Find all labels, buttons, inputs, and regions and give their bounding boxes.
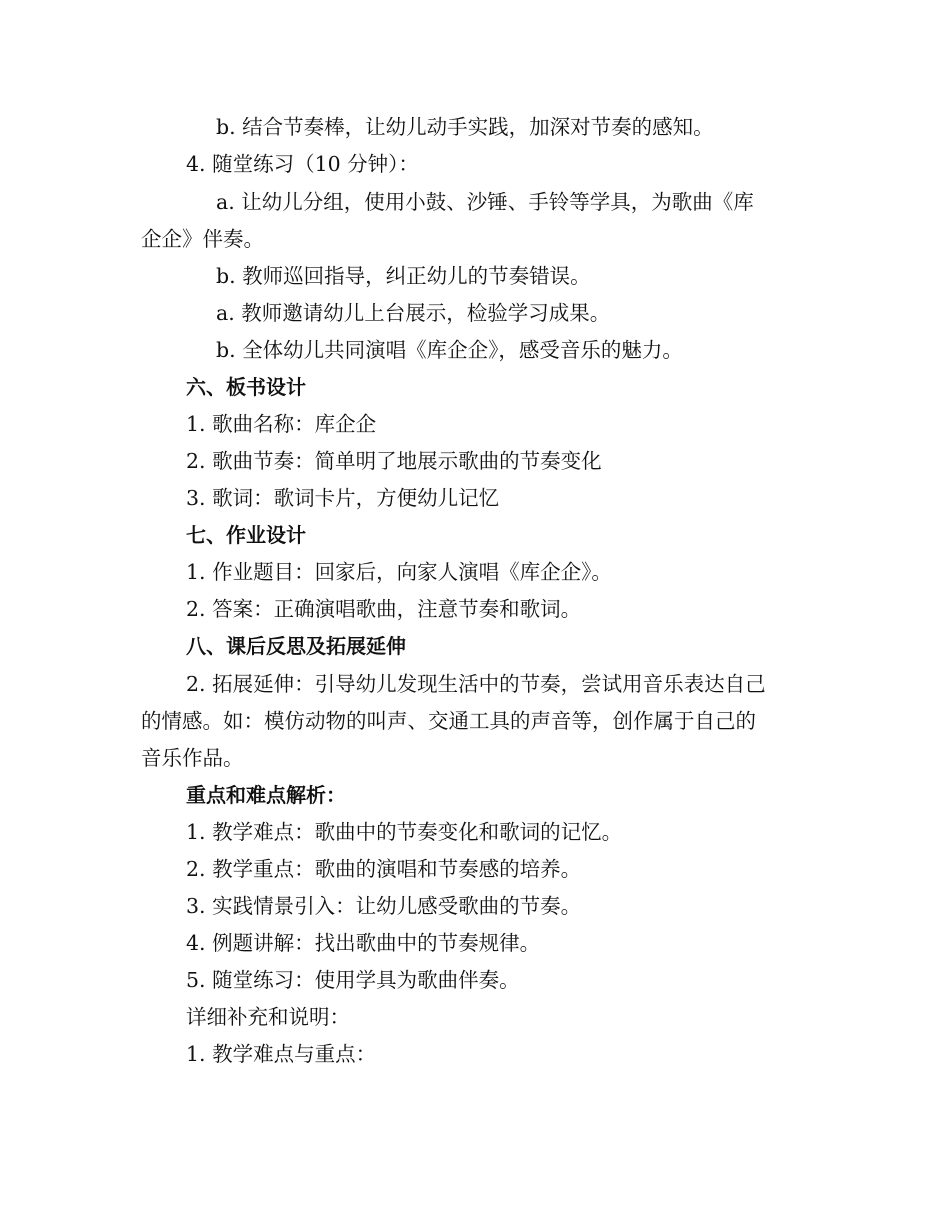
list-item-key-2: 2. 教学重点：歌曲的演唱和节奏感的培养。 <box>186 857 582 881</box>
list-item-key-3: 3. 实践情景引入：让幼儿感受歌曲的节奏。 <box>186 894 582 918</box>
list-item-homework-1: 1. 作业题目：回家后，向家人演唱《库企企》。 <box>186 560 612 584</box>
list-item-step-b-sing: b. 全体幼儿共同演唱《库企企》，感受音乐的魅力。 <box>216 338 683 362</box>
list-item-homework-2: 2. 答案：正确演唱歌曲，注意节奏和歌词。 <box>186 597 582 621</box>
list-item-step-a-show: a. 教师邀请幼儿上台展示，检验学习成果。 <box>216 301 611 325</box>
paragraph-extension-cont-1: 的情感。如：模仿动物的叫声、交通工具的声音等，创作属于自己的 <box>141 709 756 733</box>
list-item-step-b-rhythm-stick: b. 结合节奏棒，让幼儿动手实践，加深对节奏的感知。 <box>216 115 714 139</box>
list-item-step-a-group: a. 让幼儿分组，使用小鼓、沙锤、手铃等学具，为歌曲《库 <box>216 190 754 214</box>
section-heading-homework: 七、作业设计 <box>186 523 306 547</box>
list-item-key-1: 1. 教学难点：歌曲中的节奏变化和歌词的记忆。 <box>186 820 623 844</box>
paragraph-extension-cont-2: 音乐作品。 <box>141 746 244 770</box>
list-item-step-4-practice: 4. 随堂练习（10 分钟）： <box>186 152 419 176</box>
list-item-supplement-1: 1. 教学难点与重点： <box>186 1042 377 1066</box>
paragraph-supplement-heading: 详细补充和说明： <box>186 1005 350 1029</box>
list-item-key-4: 4. 例题讲解：找出歌曲中的节奏规律。 <box>186 931 541 955</box>
list-item-board-1: 1. 歌曲名称：库企企 <box>186 412 377 436</box>
section-heading-key-points: 重点和难点解析： <box>186 783 346 807</box>
section-heading-board-design: 六、板书设计 <box>186 375 306 399</box>
paragraph-extension: 2. 拓展延伸：引导幼儿发现生活中的节奏，尝试用音乐表达自己 <box>186 672 766 696</box>
list-item-key-5: 5. 随堂练习：使用学具为歌曲伴奏。 <box>186 968 520 992</box>
list-item-step-b-guide: b. 教师巡回指导，纠正幼儿的节奏错误。 <box>216 264 591 288</box>
list-item-board-2: 2. 歌曲节奏：简单明了地展示歌曲的节奏变化 <box>186 449 602 473</box>
list-item-step-a-group-cont: 企企》伴奏。 <box>141 227 264 251</box>
list-item-board-3: 3. 歌词：歌词卡片，方便幼儿记忆 <box>186 486 500 510</box>
section-heading-reflection: 八、课后反思及拓展延伸 <box>186 634 406 658</box>
